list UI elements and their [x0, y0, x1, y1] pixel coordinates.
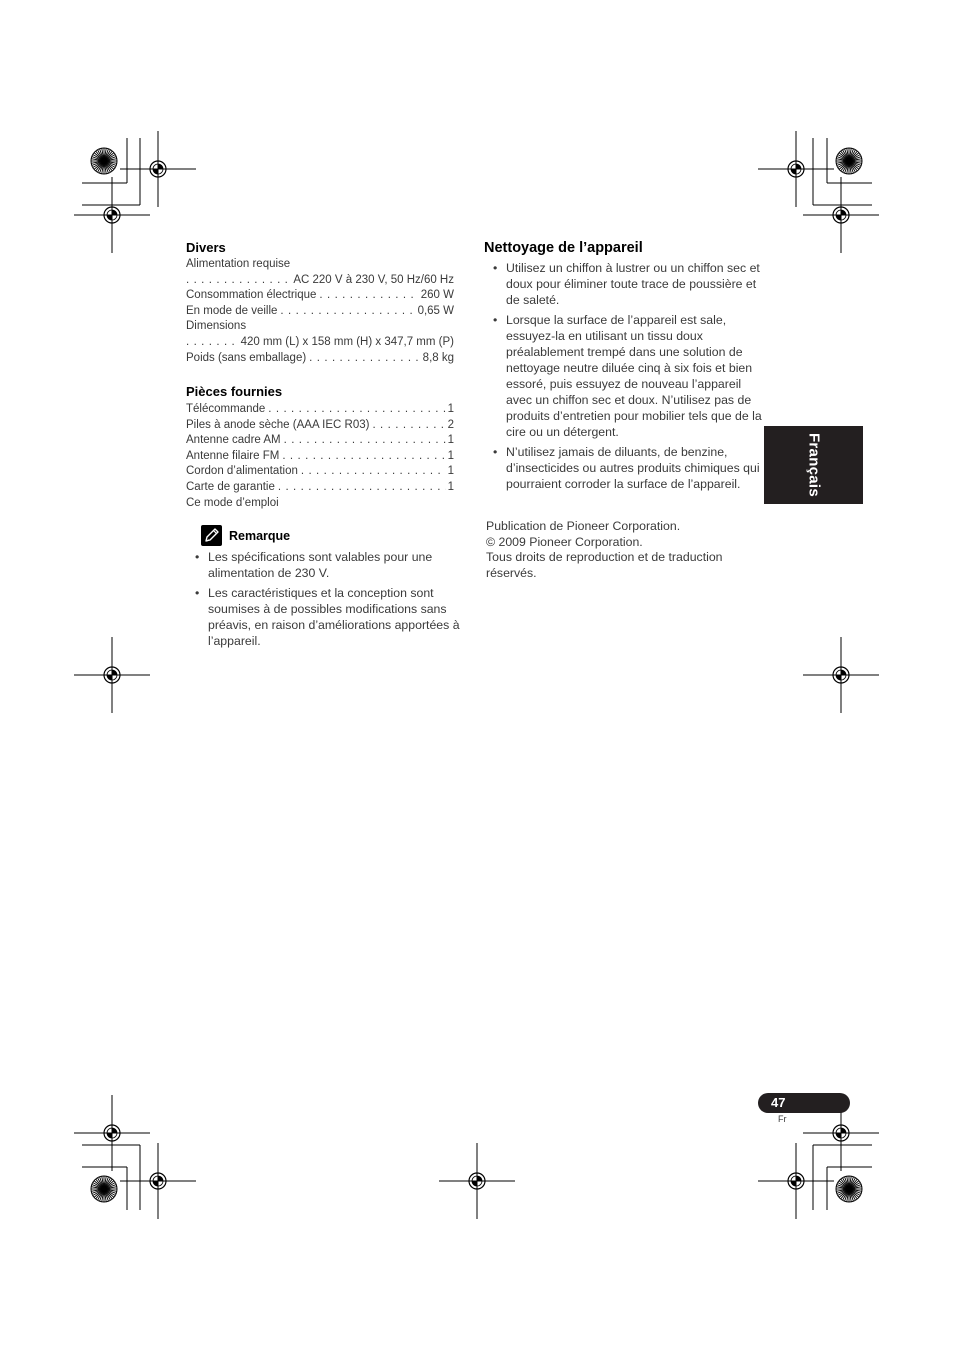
weight-value: 8,8 kg	[422, 351, 454, 364]
piece-row	[186, 402, 454, 418]
manual-line: Ce mode d’emploi	[186, 496, 279, 509]
consumption-label: Consommation électrique	[186, 289, 317, 302]
starburst-wheel-icon	[91, 1176, 117, 1202]
crosshair-registration-icon	[758, 1143, 834, 1219]
crosshair-registration-icon	[74, 637, 150, 713]
pieces-heading: Pièces fournies	[186, 384, 283, 399]
piece-label: Piles à anode sèche (AAA IEC R03)	[186, 418, 370, 431]
piece-qty: 1	[447, 449, 454, 462]
piece-row	[186, 418, 454, 434]
starburst-wheel-icon	[836, 148, 862, 174]
pencil-note-icon	[201, 525, 222, 546]
page-language-code: Fr	[778, 1114, 787, 1124]
crosshair-registration-icon	[120, 1143, 196, 1219]
dimensions-value: 420 mm (L) x 158 mm (H) x 347,7 mm (P)	[240, 335, 454, 348]
piece-qty: 1	[447, 480, 454, 493]
page-number-badge	[758, 1093, 850, 1113]
remarque-list	[186, 549, 462, 653]
page-number: 47	[771, 1095, 786, 1110]
divers-heading: Divers	[186, 240, 226, 255]
crosshair-registration-icon	[439, 1143, 515, 1219]
piece-label: Cordon d’alimentation	[186, 465, 298, 478]
piece-qty: 2	[447, 418, 454, 431]
publication-line: © 2009 Pioneer Corporation.	[486, 534, 643, 549]
list-item: • Utilisez un chiffon à lustrer ou un chiffon sec et doux pour éliminer toute trace de poussière et de saleté.	[484, 260, 762, 308]
power-label: Alimentation requise	[186, 258, 291, 270]
nettoyage-list	[484, 260, 762, 496]
publication-line: Tous droits de reproduction et de traduction	[486, 550, 723, 565]
standby-row	[186, 304, 454, 320]
publication-line: réservés.	[486, 565, 537, 580]
nettoyage-heading: Nettoyage de l’appareil	[484, 240, 643, 256]
piece-row	[186, 433, 454, 449]
crosshair-registration-icon	[74, 177, 150, 253]
piece-label: Antenne filaire FM	[186, 449, 280, 462]
pieces-list	[186, 402, 454, 511]
list-item: • Les spécifications sont valables pour une alimentation de 230 V.	[186, 549, 462, 581]
divers-spec-list	[186, 257, 454, 366]
starburst-wheel-icon	[91, 148, 117, 174]
standby-value: 0,65 W	[417, 304, 454, 317]
piece-qty: 1	[447, 465, 454, 478]
piece-qty: 1	[447, 403, 454, 415]
language-tab	[764, 426, 863, 504]
dimensions-label: Dimensions	[186, 320, 247, 333]
weight-row	[186, 351, 454, 367]
starburst-wheel-icon	[836, 1176, 862, 1202]
crosshair-registration-icon	[803, 637, 879, 713]
piece-row	[186, 449, 454, 465]
power-value: AC 220 V à 230 V, 50 Hz/60 Hz	[293, 273, 454, 286]
crosshair-registration-icon	[120, 131, 196, 207]
consumption-row	[186, 288, 454, 304]
piece-row	[186, 464, 454, 480]
piece-label: Antenne cadre AM	[186, 434, 281, 447]
dimensions-row	[186, 335, 454, 351]
piece-row	[186, 480, 454, 496]
weight-label: Poids (sans emballage)	[186, 351, 307, 364]
language-tab-label: Français	[805, 432, 822, 498]
crosshair-registration-icon	[803, 177, 879, 253]
standby-label: En mode de veille	[186, 304, 278, 317]
crosshair-registration-icon	[74, 1095, 150, 1171]
consumption-value: 260 W	[420, 289, 454, 302]
publication-notice	[486, 519, 723, 581]
publication-line: Publication de Pioneer Corporation.	[486, 519, 681, 533]
piece-label: Télécommande	[186, 403, 266, 415]
list-item: • Les caractéristiques et la conception sont soumises à de possibles modifications sans préavis, en raison d’améliorations apportées à l’appareil.	[186, 585, 462, 649]
crosshair-registration-icon	[758, 131, 834, 207]
piece-qty: 1	[447, 434, 454, 447]
power-row	[186, 273, 454, 289]
list-item: • Lorsque la surface de l’appareil est sale, essuyez-la en utilisant un tissu doux préalablement trempé dans une solution de nettoyage neutre diluée cinq à six fois et bien essoré, puis essuyez de nouveau l’appareil avec un chiffon sec et doux. N’utilisez pas de produits d’entretien pour mobilier tels que de la cire ou un détergent.	[484, 312, 762, 440]
piece-label: Carte de garantie	[186, 480, 275, 493]
remarque-heading: Remarque	[229, 529, 291, 543]
list-item: • N’utilisez jamais de diluants, de benzine, d’insecticides ou autres produits chimiques qui pourraient corroder la surface de l’appareil.	[484, 444, 762, 492]
